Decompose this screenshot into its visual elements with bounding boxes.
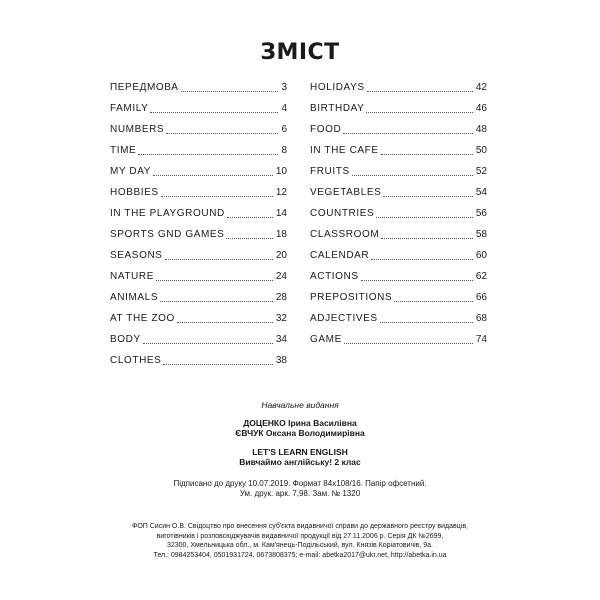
toc-entry[interactable] bbox=[110, 241, 287, 262]
author-line: ДОЦЕНКО Ірина Василівна bbox=[243, 418, 357, 428]
toc-entry-label: IN THE PLAYGROUND bbox=[110, 208, 225, 219]
dot-leader bbox=[380, 321, 473, 323]
toc-entry-page-number: 68 bbox=[475, 313, 487, 324]
publisher-line: ФОП Сисин О.В. Свідоцтво про внесення суб'єкта видавничої справи до державного реєстру видавців, bbox=[132, 523, 468, 530]
toc-entry-label: CALENDAR bbox=[310, 250, 370, 261]
toc-entry-label: FOOD bbox=[310, 124, 342, 135]
toc-entry[interactable] bbox=[110, 157, 287, 178]
print-info-line: Підписано до друку 10.07.2019. Формат 84x108/16. Папір офсетний. bbox=[173, 479, 427, 488]
toc-entry-label: NATURE bbox=[110, 271, 154, 282]
toc-entry-label: ACTIONS bbox=[310, 271, 359, 282]
toc-entry-page-number: 20 bbox=[275, 250, 287, 261]
dot-leader bbox=[381, 237, 473, 239]
toc-entry[interactable] bbox=[310, 73, 487, 94]
dot-leader bbox=[344, 342, 473, 344]
toc-entry-page-number: 48 bbox=[475, 124, 487, 135]
publisher-line: Тел.: 0984253404, 0501931724, 0673808375; e-mail: abetka2017@ukr.net, http://abetka.in.ua bbox=[153, 551, 447, 559]
toc-entry-page-number: 50 bbox=[475, 145, 487, 156]
toc-entry-page-number: 28 bbox=[275, 292, 287, 303]
toc-entry[interactable] bbox=[110, 178, 287, 199]
toc-entry-label: HOBBIES bbox=[110, 187, 159, 198]
toc-entry[interactable] bbox=[310, 304, 487, 325]
toc-entry-label: AT THE ZOO bbox=[110, 313, 175, 324]
author-line: ЄВЧУК Оксана Володимирівна bbox=[235, 428, 365, 438]
toc-entry-page-number: 42 bbox=[475, 82, 487, 93]
toc-entry[interactable] bbox=[110, 136, 287, 157]
print-info bbox=[0, 479, 600, 499]
dot-leader bbox=[226, 237, 272, 239]
toc-entry-label: ANIMALS bbox=[110, 292, 159, 303]
toc-entry[interactable] bbox=[310, 241, 487, 262]
publisher-info bbox=[0, 522, 600, 560]
toc-entry[interactable] bbox=[110, 73, 287, 94]
toc-entry[interactable] bbox=[310, 220, 487, 241]
dot-leader bbox=[150, 111, 278, 113]
dot-leader bbox=[383, 195, 472, 197]
dot-leader bbox=[343, 132, 473, 134]
toc-entry-label: CLASSROOM bbox=[310, 229, 380, 240]
print-info-line: Ум. друк. арк. 7,98. Зам. № 1320 bbox=[239, 489, 361, 498]
toc-entry-page-number: 52 bbox=[475, 166, 487, 177]
toc-entry-page-number: 3 bbox=[281, 82, 287, 93]
toc-entry-label: ADJECTIVES bbox=[310, 313, 378, 324]
dot-leader bbox=[138, 153, 278, 155]
toc-entry-page-number: 18 bbox=[275, 229, 287, 240]
toc-entry[interactable] bbox=[310, 157, 487, 178]
toc-entry[interactable] bbox=[110, 199, 287, 220]
toc-entry[interactable] bbox=[110, 220, 287, 241]
toc-entry-label: NUMBERS bbox=[110, 124, 165, 135]
toc-entry-page-number: 24 bbox=[275, 271, 287, 282]
toc-entry-page-number: 60 bbox=[475, 250, 487, 261]
dot-leader bbox=[371, 258, 473, 260]
toc-entry-label: HOLIDAYS bbox=[310, 82, 365, 93]
dot-leader bbox=[177, 321, 273, 323]
toc-entry[interactable] bbox=[110, 283, 287, 304]
book-title-line: Вивчаймо англійську! 2 клас bbox=[239, 457, 361, 467]
toc-entry-label: GAME bbox=[310, 334, 342, 345]
dot-leader bbox=[160, 300, 273, 302]
toc-entry[interactable] bbox=[310, 178, 487, 199]
toc-entry[interactable] bbox=[310, 262, 487, 283]
dot-leader bbox=[165, 258, 273, 260]
dot-leader bbox=[381, 153, 473, 155]
toc-entry-label: SPORTS GND GAMES bbox=[110, 229, 225, 240]
dot-leader bbox=[367, 90, 473, 92]
toc-entry-label: BODY bbox=[110, 334, 141, 345]
toc-column-right bbox=[310, 73, 487, 346]
toc-entry-page-number: 8 bbox=[281, 145, 287, 156]
toc-entry[interactable] bbox=[310, 115, 487, 136]
toc-entry[interactable] bbox=[110, 304, 287, 325]
toc-entry-page-number: 56 bbox=[475, 208, 487, 219]
toc-entry-label: PREPOSITIONS bbox=[310, 292, 393, 303]
dot-leader bbox=[361, 279, 473, 281]
book-title bbox=[0, 447, 600, 467]
toc-entry-label: FRUITS bbox=[310, 166, 350, 177]
publisher-line: 32300, Хмельницька обл., м. Кам'янець-Подільський, вул. Князів Коріатовичів, 9а. bbox=[166, 542, 434, 549]
dot-leader bbox=[376, 216, 473, 218]
dot-leader bbox=[156, 279, 273, 281]
publisher-line: виготівників і розповсюджувачів видавничої продукції від 27.11.2006 р. Серія ДК №2699, bbox=[156, 532, 444, 540]
dot-leader bbox=[366, 111, 472, 113]
toc-entry-page-number: 58 bbox=[475, 229, 487, 240]
toc-entry[interactable] bbox=[310, 325, 487, 346]
toc-entry-page-number: 62 bbox=[475, 271, 487, 282]
toc-entry-page-number: 74 bbox=[475, 334, 487, 345]
toc-entry-page-number: 66 bbox=[475, 292, 487, 303]
dot-leader bbox=[153, 174, 273, 176]
dot-leader bbox=[181, 90, 279, 92]
authors bbox=[0, 418, 600, 438]
toc-entry-page-number: 4 bbox=[281, 103, 287, 114]
toc-entry[interactable] bbox=[310, 199, 487, 220]
dot-leader bbox=[163, 363, 272, 365]
toc-entry-page-number: 38 bbox=[275, 355, 287, 366]
toc-entry-page-number: 54 bbox=[475, 187, 487, 198]
toc-entry-label: SEASONS bbox=[110, 250, 163, 261]
toc-entry[interactable] bbox=[310, 136, 487, 157]
toc-entry-page-number: 34 bbox=[275, 334, 287, 345]
toc-entry[interactable] bbox=[110, 346, 287, 367]
toc-entry[interactable] bbox=[110, 115, 287, 136]
toc-entry-label: MY DAY bbox=[110, 166, 152, 177]
dot-leader bbox=[227, 216, 273, 218]
toc-entry-page-number: 32 bbox=[275, 313, 287, 324]
dot-leader bbox=[166, 132, 278, 134]
toc-entry[interactable] bbox=[310, 94, 487, 115]
toc-entry-page-number: 46 bbox=[475, 103, 487, 114]
dot-leader bbox=[161, 195, 273, 197]
dot-leader bbox=[143, 342, 273, 344]
toc-entry-label: TIME bbox=[110, 145, 137, 156]
toc-entry-label: ПЕРЕДМОВА bbox=[110, 82, 179, 93]
toc-column-left bbox=[110, 73, 287, 367]
dot-leader bbox=[352, 174, 473, 176]
toc-entry-label: BIRTHDAY bbox=[310, 103, 365, 114]
toc-entry-label: CLOTHES bbox=[110, 355, 162, 366]
toc-entry-page-number: 14 bbox=[275, 208, 287, 219]
toc-entry[interactable] bbox=[110, 262, 287, 283]
dot-leader bbox=[394, 300, 473, 302]
toc-entry[interactable] bbox=[110, 94, 287, 115]
toc-entry-page-number: 12 bbox=[275, 187, 287, 198]
toc-entry-label: FAMILY bbox=[110, 103, 149, 114]
toc-entry-label: IN THE CAFE bbox=[310, 145, 379, 156]
toc-entry[interactable] bbox=[310, 283, 487, 304]
edition-type: Навчальне видання bbox=[261, 400, 339, 410]
toc-entry-page-number: 6 bbox=[281, 124, 287, 135]
book-title-line: LET'S LEARN ENGLISH bbox=[252, 447, 348, 457]
toc-entry-page-number: 10 bbox=[275, 166, 287, 177]
toc-entry-label: COUNTRIES bbox=[310, 208, 375, 219]
toc-entry-label: VEGETABLES bbox=[310, 187, 382, 198]
toc-entry[interactable] bbox=[110, 325, 287, 346]
page-title: ЗМІСТ bbox=[260, 40, 340, 65]
